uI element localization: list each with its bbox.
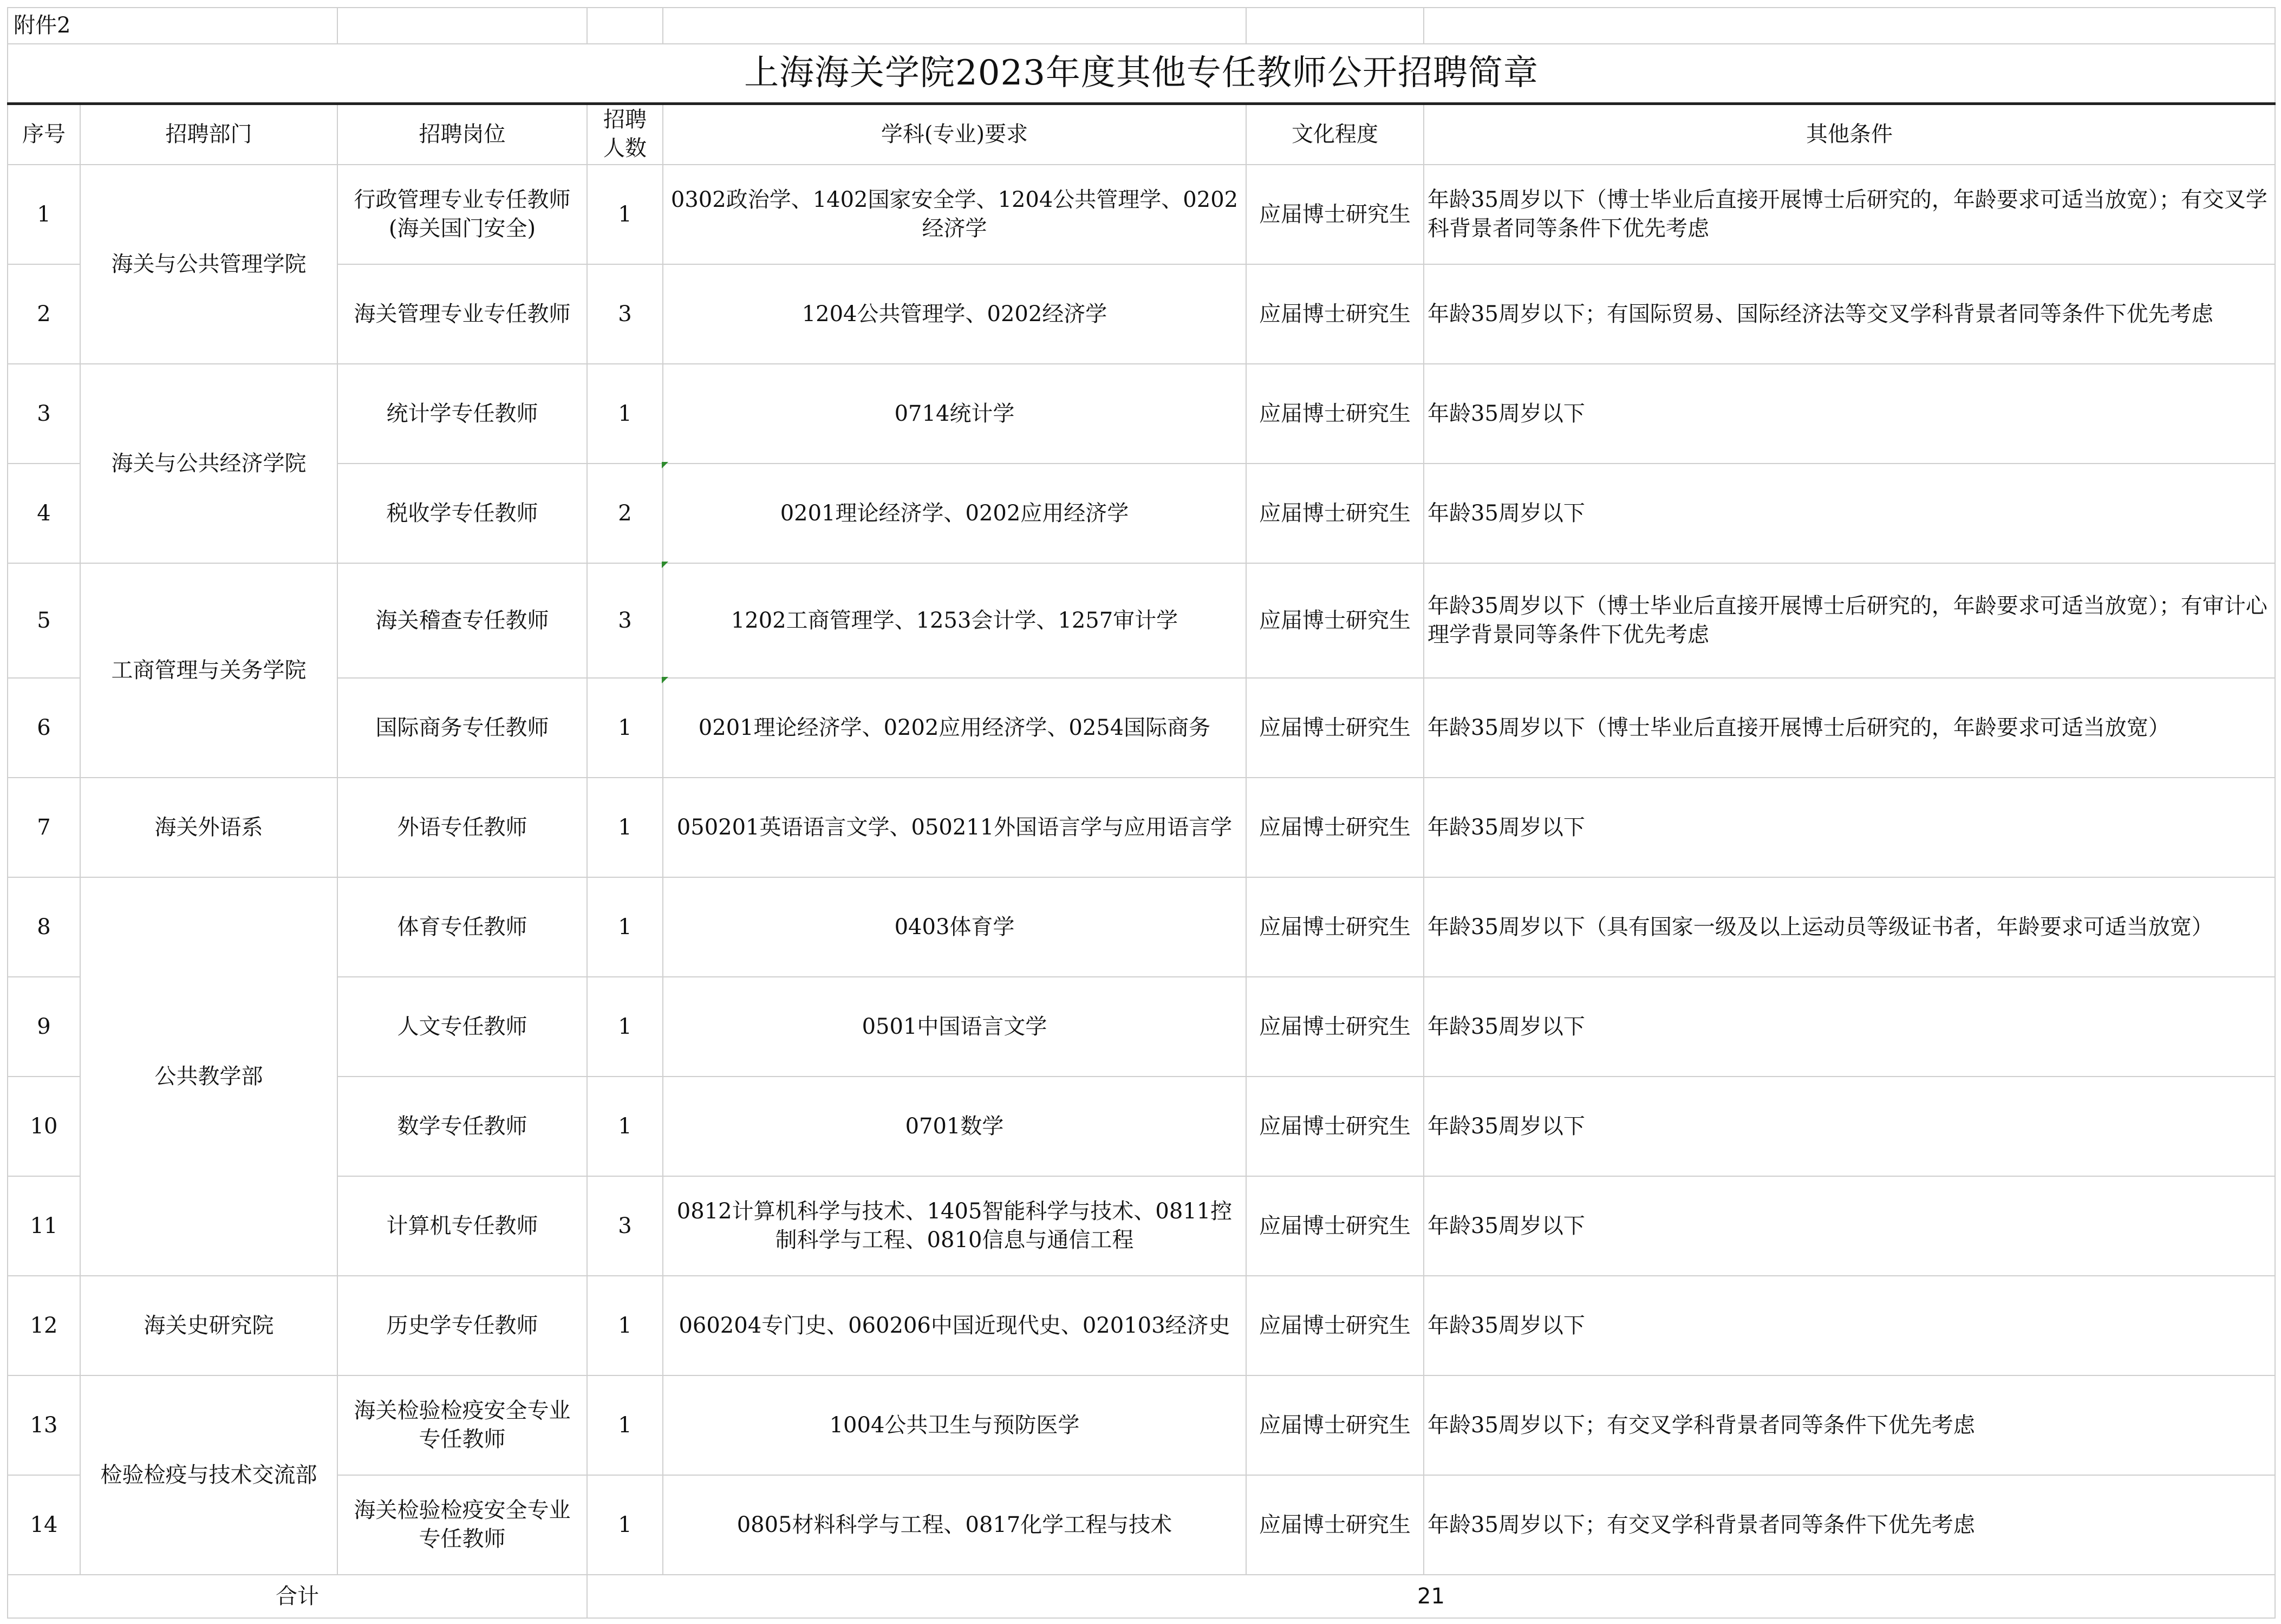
subject-cell: 0812计算机科学与技术、1405智能科学与技术、0811控制科学与工程、0810信息与通信工程	[663, 1176, 1246, 1276]
subject-cell: 0403体育学	[663, 877, 1246, 977]
total-row	[8, 1575, 2275, 1618]
seq-cell: 13	[8, 1375, 80, 1475]
attachment-label: 附件2	[8, 8, 337, 44]
header-subject: 学科(专业)要求	[663, 103, 1246, 165]
other-cell: 年龄35周岁以下	[1424, 977, 2275, 1077]
seq-cell: 14	[8, 1475, 80, 1575]
title-row	[8, 44, 2275, 103]
post-cell: 国际商务专任教师	[337, 678, 587, 778]
count-cell: 1	[587, 1375, 663, 1475]
table-row	[8, 264, 2275, 364]
edu-cell: 应届博士研究生	[1246, 364, 1424, 464]
other-cell: 年龄35周岁以下（博士毕业后直接开展博士后研究的，年龄要求可适当放宽）	[1424, 678, 2275, 778]
table-row	[8, 778, 2275, 877]
table-row	[8, 1176, 2275, 1276]
empty-cell	[337, 8, 587, 44]
table-row	[8, 563, 2275, 678]
table-row	[8, 364, 2275, 464]
post-cell: 税收学专任教师	[337, 464, 587, 563]
count-cell: 1	[587, 678, 663, 778]
post-cell: 外语专任教师	[337, 778, 587, 877]
other-cell: 年龄35周岁以下	[1424, 464, 2275, 563]
other-cell: 年龄35周岁以下	[1424, 1276, 2275, 1375]
count-cell: 1	[587, 778, 663, 877]
post-cell: 行政管理专业专任教师(海关国门安全)	[337, 165, 587, 264]
table-row	[8, 464, 2275, 563]
post-cell: 人文专任教师	[337, 977, 587, 1077]
edu-cell: 应届博士研究生	[1246, 1475, 1424, 1575]
subject-cell: 1204公共管理学、0202经济学	[663, 264, 1246, 364]
subject-cell: 0805材料科学与工程、0817化学工程与技术	[663, 1475, 1246, 1575]
post-cell: 海关管理专业专任教师	[337, 264, 587, 364]
seq-cell: 12	[8, 1276, 80, 1375]
dept-cell: 海关与公共管理学院	[80, 165, 337, 364]
edu-cell: 应届博士研究生	[1246, 165, 1424, 264]
subject-cell: 1004公共卫生与预防医学	[663, 1375, 1246, 1475]
dept-cell: 检验检疫与技术交流部	[80, 1375, 337, 1575]
seq-cell: 7	[8, 778, 80, 877]
header-seq: 序号	[8, 103, 80, 165]
header-dept: 招聘部门	[80, 103, 337, 165]
other-cell: 年龄35周岁以下；有交叉学科背景者同等条件下优先考虑	[1424, 1375, 2275, 1475]
dept-cell: 公共教学部	[80, 877, 337, 1276]
subject-cell: 060204专门史、060206中国近现代史、020103经济史	[663, 1276, 1246, 1375]
header-row	[8, 103, 2275, 165]
edu-cell: 应届博士研究生	[1246, 464, 1424, 563]
count-cell: 1	[587, 1276, 663, 1375]
subject-cell: 0302政治学、1402国家安全学、1204公共管理学、0202经济学	[663, 165, 1246, 264]
table-row	[8, 1375, 2275, 1475]
edu-cell: 应届博士研究生	[1246, 563, 1424, 678]
post-cell: 海关稽查专任教师	[337, 563, 587, 678]
seq-cell: 3	[8, 364, 80, 464]
header-count: 招聘人数	[587, 103, 663, 165]
attachment-row	[8, 8, 2275, 44]
cell-comment-marker	[662, 562, 668, 568]
post-cell: 历史学专任教师	[337, 1276, 587, 1375]
count-cell: 1	[587, 877, 663, 977]
header-post: 招聘岗位	[337, 103, 587, 165]
table-row	[8, 1276, 2275, 1375]
table-row	[8, 877, 2275, 977]
dept-cell: 海关史研究院	[80, 1276, 337, 1375]
other-cell: 年龄35周岁以下	[1424, 778, 2275, 877]
seq-cell: 5	[8, 563, 80, 678]
seq-cell: 2	[8, 264, 80, 364]
dept-cell: 工商管理与关务学院	[80, 563, 337, 778]
other-cell: 年龄35周岁以下（博士毕业后直接开展博士后研究的，年龄要求可适当放宽）；有审计心理学背景同等条件下优先考虑	[1424, 563, 2275, 678]
post-cell: 计算机专任教师	[337, 1176, 587, 1276]
other-cell: 年龄35周岁以下；有国际贸易、国际经济法等交叉学科背景者同等条件下优先考虑	[1424, 264, 2275, 364]
table-row	[8, 1077, 2275, 1176]
edu-cell: 应届博士研究生	[1246, 1375, 1424, 1475]
other-cell: 年龄35周岁以下（博士毕业后直接开展博士后研究的，年龄要求可适当放宽）；有交叉学科背景者同等条件下优先考虑	[1424, 165, 2275, 264]
table-row	[8, 977, 2275, 1077]
dept-cell: 海关外语系	[80, 778, 337, 877]
count-cell: 1	[587, 165, 663, 264]
other-cell: 年龄35周岁以下	[1424, 1176, 2275, 1276]
dept-cell: 海关与公共经济学院	[80, 364, 337, 563]
empty-cell	[1424, 8, 2275, 44]
table-row	[8, 678, 2275, 778]
seq-cell: 1	[8, 165, 80, 264]
cell-comment-marker	[662, 462, 668, 468]
post-cell: 统计学专任教师	[337, 364, 587, 464]
empty-cell	[587, 8, 663, 44]
cell-comment-marker	[662, 677, 668, 683]
recruitment-table	[7, 7, 2276, 1619]
post-cell: 体育专任教师	[337, 877, 587, 977]
empty-cell	[1246, 8, 1424, 44]
subject-cell: 0201理论经济学、0202应用经济学、0254国际商务	[663, 678, 1246, 778]
table-row	[8, 1475, 2275, 1575]
count-cell: 3	[587, 563, 663, 678]
header-other: 其他条件	[1424, 103, 2275, 165]
seq-cell: 4	[8, 464, 80, 563]
seq-cell: 10	[8, 1077, 80, 1176]
empty-cell	[663, 8, 1246, 44]
subject-cell: 0501中国语言文学	[663, 977, 1246, 1077]
count-cell: 1	[587, 364, 663, 464]
edu-cell: 应届博士研究生	[1246, 1176, 1424, 1276]
edu-cell: 应届博士研究生	[1246, 678, 1424, 778]
other-cell: 年龄35周岁以下	[1424, 364, 2275, 464]
total-value: 21	[587, 1575, 2275, 1618]
other-cell: 年龄35周岁以下（具有国家一级及以上运动员等级证书者，年龄要求可适当放宽）	[1424, 877, 2275, 977]
other-cell: 年龄35周岁以下	[1424, 1077, 2275, 1176]
page-title: 上海海关学院2023年度其他专任教师公开招聘简章	[8, 44, 2275, 103]
seq-cell: 6	[8, 678, 80, 778]
seq-cell: 9	[8, 977, 80, 1077]
edu-cell: 应届博士研究生	[1246, 977, 1424, 1077]
edu-cell: 应届博士研究生	[1246, 1276, 1424, 1375]
header-edu: 文化程度	[1246, 103, 1424, 165]
post-cell: 海关检验检疫安全专业专任教师	[337, 1375, 587, 1475]
count-cell: 1	[587, 977, 663, 1077]
count-cell: 3	[587, 264, 663, 364]
total-label: 合计	[8, 1575, 587, 1618]
post-cell: 海关检验检疫安全专业专任教师	[337, 1475, 587, 1575]
subject-cell: 050201英语语言文学、050211外国语言学与应用语言学	[663, 778, 1246, 877]
count-cell: 3	[587, 1176, 663, 1276]
edu-cell: 应届博士研究生	[1246, 877, 1424, 977]
post-cell: 数学专任教师	[337, 1077, 587, 1176]
seq-cell: 8	[8, 877, 80, 977]
count-cell: 2	[587, 464, 663, 563]
subject-cell: 0714统计学	[663, 364, 1246, 464]
subject-cell: 0201理论经济学、0202应用经济学	[663, 464, 1246, 563]
edu-cell: 应届博士研究生	[1246, 1077, 1424, 1176]
table-row	[8, 165, 2275, 264]
edu-cell: 应届博士研究生	[1246, 264, 1424, 364]
edu-cell: 应届博士研究生	[1246, 778, 1424, 877]
seq-cell: 11	[8, 1176, 80, 1276]
subject-cell: 0701数学	[663, 1077, 1246, 1176]
subject-cell: 1202工商管理学、1253会计学、1257审计学	[663, 563, 1246, 678]
count-cell: 1	[587, 1077, 663, 1176]
count-cell: 1	[587, 1475, 663, 1575]
other-cell: 年龄35周岁以下；有交叉学科背景者同等条件下优先考虑	[1424, 1475, 2275, 1575]
